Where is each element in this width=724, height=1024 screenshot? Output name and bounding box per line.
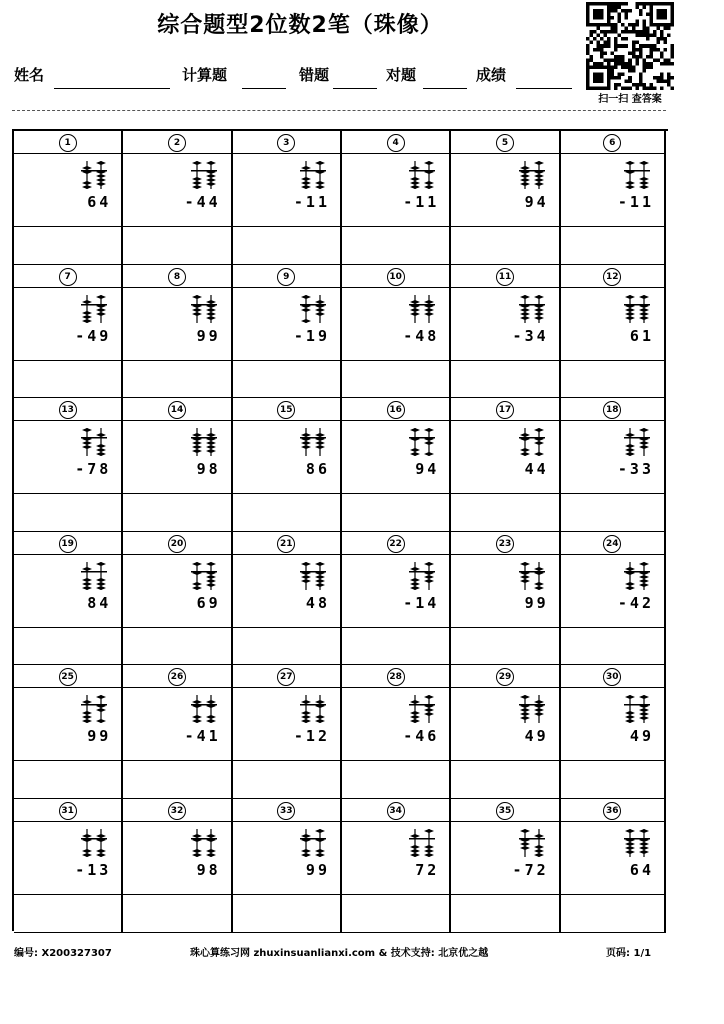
abacus-icon (401, 829, 441, 857)
problem-number-cell (123, 398, 232, 421)
problem-number-cell (561, 265, 666, 288)
abacus-icon (73, 829, 113, 857)
answer-box[interactable] (14, 628, 123, 666)
qr-caption: 扫一扫 查答案 (598, 94, 662, 105)
problem-cell (561, 154, 666, 227)
abacus-icon (401, 695, 441, 723)
abacus-icon (401, 428, 441, 456)
problem-cell (342, 154, 451, 227)
problem-number-cell (561, 398, 666, 421)
problem-number-cell (451, 665, 560, 688)
problem-number-cell (123, 265, 232, 288)
answer-box[interactable] (342, 761, 451, 799)
problem-number-cell (233, 532, 342, 555)
problem-number-cell (342, 799, 451, 822)
problem-number: 26 (168, 668, 186, 686)
answer-box[interactable] (14, 494, 123, 532)
abacus-icon (292, 161, 332, 189)
problem-cell (14, 154, 123, 227)
problem-number: 25 (59, 668, 77, 686)
problem-value: 99 (305, 861, 330, 879)
name-field[interactable] (54, 88, 170, 89)
abacus-icon (292, 295, 332, 323)
problem-number: 29 (496, 668, 514, 686)
problem-number-cell (14, 398, 123, 421)
problem-cell (342, 688, 451, 761)
wrong-field[interactable] (333, 88, 377, 89)
problem-number: 11 (496, 268, 514, 286)
problem-number: 3 (277, 134, 295, 152)
problem-value: -42 (617, 593, 654, 612)
answer-box[interactable] (233, 361, 342, 399)
problem-number-cell (342, 665, 451, 688)
problem-number-cell (561, 131, 666, 154)
problem-cell (342, 822, 451, 895)
abacus-icon (616, 295, 656, 323)
abacus-icon (616, 829, 656, 857)
problem-value: 72 (415, 861, 440, 879)
answer-box[interactable] (233, 761, 342, 799)
problem-cell (561, 288, 666, 361)
abacus-icon (511, 428, 551, 456)
answer-box[interactable] (561, 628, 666, 666)
problem-number: 28 (387, 668, 405, 686)
problem-number: 22 (387, 535, 405, 553)
calc-field[interactable] (242, 88, 286, 89)
problem-number: 15 (277, 401, 295, 419)
abacus-icon (401, 161, 441, 189)
problem-cell (342, 288, 451, 361)
calc-label: 计算题 (182, 66, 228, 84)
problem-cell (233, 822, 342, 895)
problem-number-cell (123, 131, 232, 154)
answer-box[interactable] (451, 628, 560, 666)
answer-box[interactable] (451, 761, 560, 799)
abacus-icon (292, 829, 332, 857)
problem-number-cell (233, 799, 342, 822)
student-info-row (14, 64, 584, 88)
problem-value: -41 (184, 727, 221, 746)
problem-cell (451, 688, 560, 761)
answer-box[interactable] (342, 494, 451, 532)
abacus-icon (616, 161, 656, 189)
right-label: 对题 (386, 66, 417, 84)
problem-value: -44 (184, 193, 221, 211)
answer-box[interactable] (14, 761, 123, 799)
answer-box[interactable] (233, 628, 342, 666)
problem-number-cell (451, 265, 560, 288)
problem-number: 12 (603, 268, 621, 286)
problem-cell (561, 688, 666, 761)
problem-number-cell (123, 665, 232, 688)
problem-number: 20 (168, 535, 186, 553)
answer-box[interactable] (342, 361, 451, 399)
problem-value: -11 (617, 193, 654, 211)
abacus-icon (73, 161, 113, 189)
answer-box[interactable] (342, 227, 451, 265)
problem-number: 27 (277, 668, 295, 686)
problem-value: 94 (415, 460, 440, 479)
problem-value: 99 (87, 727, 112, 746)
answer-box[interactable] (342, 895, 451, 933)
problem-value: -33 (617, 460, 654, 479)
abacus-icon (511, 161, 551, 189)
abacus-icon (511, 829, 551, 857)
problem-number: 5 (496, 134, 514, 152)
abacus-icon (183, 695, 223, 723)
answer-box[interactable] (561, 494, 666, 532)
problem-number: 17 (496, 401, 514, 419)
problem-number-cell (233, 398, 342, 421)
problem-value: -11 (293, 193, 330, 211)
problem-cell (451, 421, 560, 494)
answer-box[interactable] (233, 895, 342, 933)
problem-cell (451, 288, 560, 361)
problem-cell (123, 555, 232, 628)
answer-box[interactable] (561, 227, 666, 265)
problem-value: 84 (87, 593, 112, 612)
answer-box[interactable] (451, 227, 560, 265)
answer-box[interactable] (123, 895, 232, 933)
problem-cell (14, 822, 123, 895)
problem-number: 10 (387, 268, 405, 286)
problem-cell (342, 421, 451, 494)
problem-number: 16 (387, 401, 405, 419)
answer-box[interactable] (451, 494, 560, 532)
abacus-icon (511, 295, 551, 323)
problem-number: 4 (387, 134, 405, 152)
score-field[interactable] (516, 88, 572, 89)
problem-number: 32 (168, 802, 186, 820)
problem-cell (123, 288, 232, 361)
abacus-icon (292, 428, 332, 456)
answer-box[interactable] (123, 761, 232, 799)
problem-cell (233, 688, 342, 761)
problem-cell (14, 688, 123, 761)
problem-value: 64 (629, 861, 654, 879)
name-label: 姓名 (14, 66, 45, 84)
problem-value: 94 (524, 193, 549, 211)
problem-value: -13 (75, 861, 112, 879)
problem-number: 31 (59, 802, 77, 820)
problem-cell (451, 822, 560, 895)
problem-number: 8 (168, 268, 186, 286)
abacus-icon (511, 695, 551, 723)
problem-number-cell (123, 799, 232, 822)
problem-number-cell (561, 799, 666, 822)
problem-value: 99 (524, 593, 549, 612)
footer-page: 页码: 1/1 (606, 948, 652, 959)
problem-value: -11 (403, 193, 440, 211)
problem-value: 49 (629, 727, 654, 746)
problem-number-cell (342, 398, 451, 421)
problem-number: 14 (168, 401, 186, 419)
abacus-icon (292, 562, 332, 590)
answer-box[interactable] (123, 361, 232, 399)
problem-value: -34 (512, 326, 549, 345)
footer-site: 珠心算练习网 zhuxinsuanlianxi.com & 技术支持: 北京优之越 (190, 948, 489, 959)
problem-number-cell (342, 265, 451, 288)
problem-cell (561, 421, 666, 494)
problem-value: -78 (75, 460, 112, 479)
wrong-label: 错题 (299, 66, 330, 84)
problem-cell (123, 822, 232, 895)
answer-box[interactable] (233, 494, 342, 532)
abacus-icon (183, 161, 223, 189)
problem-value: 99 (196, 326, 221, 345)
problem-value: -72 (512, 861, 549, 879)
abacus-icon (616, 562, 656, 590)
answer-box[interactable] (451, 895, 560, 933)
answer-box[interactable] (233, 227, 342, 265)
problem-number-cell (451, 131, 560, 154)
problem-number-cell (123, 532, 232, 555)
problem-number-cell (233, 265, 342, 288)
abacus-icon (73, 695, 113, 723)
problem-cell (14, 555, 123, 628)
problem-value: 98 (196, 861, 221, 879)
problem-value: 69 (196, 593, 221, 612)
problem-number: 2 (168, 134, 186, 152)
problem-number: 21 (277, 535, 295, 553)
problem-number-cell (14, 131, 123, 154)
abacus-icon (511, 562, 551, 590)
problem-number-cell (451, 532, 560, 555)
problem-number-cell (14, 532, 123, 555)
problem-number-cell (561, 665, 666, 688)
problem-number: 36 (603, 802, 621, 820)
problem-number: 35 (496, 802, 514, 820)
problem-cell (123, 154, 232, 227)
problem-value: -46 (403, 727, 440, 746)
problem-value: 61 (629, 326, 654, 345)
problem-value: 49 (524, 727, 549, 746)
problem-number-cell (14, 665, 123, 688)
problem-number-cell (14, 799, 123, 822)
problem-number: 7 (59, 268, 77, 286)
problem-number: 9 (277, 268, 295, 286)
problem-value: 86 (305, 460, 330, 479)
problem-cell (14, 421, 123, 494)
problem-value: -12 (293, 727, 330, 746)
abacus-icon (73, 295, 113, 323)
problem-number: 13 (59, 401, 77, 419)
abacus-icon (616, 428, 656, 456)
problem-value: 64 (87, 193, 112, 211)
answer-box[interactable] (14, 227, 123, 265)
problem-cell (233, 555, 342, 628)
answer-box[interactable] (14, 895, 123, 933)
cut-line (12, 110, 666, 111)
answer-box[interactable] (123, 494, 232, 532)
problem-cell (123, 421, 232, 494)
problem-number-cell (233, 131, 342, 154)
problem-number-cell (233, 665, 342, 688)
answer-box[interactable] (451, 361, 560, 399)
problem-cell (561, 822, 666, 895)
problem-number-cell (342, 532, 451, 555)
problem-number: 30 (603, 668, 621, 686)
problem-number-cell (342, 131, 451, 154)
problem-number: 19 (59, 535, 77, 553)
problem-number: 1 (59, 134, 77, 152)
problem-number: 24 (603, 535, 621, 553)
problem-number: 33 (277, 802, 295, 820)
problem-value: -48 (403, 326, 440, 345)
problem-cell (561, 555, 666, 628)
problem-number-cell (451, 799, 560, 822)
abacus-icon (183, 829, 223, 857)
answer-box[interactable] (14, 361, 123, 399)
problem-value: -14 (403, 593, 440, 612)
problem-cell (14, 288, 123, 361)
answer-box[interactable] (561, 895, 666, 933)
answer-box[interactable] (123, 628, 232, 666)
problem-cell (451, 555, 560, 628)
problem-cell (233, 421, 342, 494)
page-title: 综合题型2位数2笔（珠像） (157, 13, 443, 38)
problem-number: 18 (603, 401, 621, 419)
problem-value: 48 (305, 593, 330, 612)
problem-grid (12, 129, 668, 931)
problem-cell (451, 154, 560, 227)
abacus-icon (616, 695, 656, 723)
answer-box[interactable] (561, 361, 666, 399)
problem-cell (123, 688, 232, 761)
problem-number: 6 (603, 134, 621, 152)
problem-number-cell (451, 398, 560, 421)
problem-number-cell (561, 532, 666, 555)
problem-number: 23 (496, 535, 514, 553)
problem-value: 98 (196, 460, 221, 479)
answer-box[interactable] (561, 761, 666, 799)
answer-box[interactable] (342, 628, 451, 666)
qr-code (586, 2, 674, 90)
abacus-icon (292, 695, 332, 723)
answer-box[interactable] (123, 227, 232, 265)
problem-number-cell (14, 265, 123, 288)
problem-value: 44 (524, 460, 549, 479)
problem-cell (233, 154, 342, 227)
problem-number: 34 (387, 802, 405, 820)
abacus-icon (73, 562, 113, 590)
right-field[interactable] (423, 88, 467, 89)
abacus-icon (183, 562, 223, 590)
problem-value: -49 (75, 326, 112, 345)
abacus-icon (183, 428, 223, 456)
footer-code: 编号: X200327307 (14, 948, 112, 959)
abacus-icon (401, 562, 441, 590)
score-label: 成绩 (476, 66, 507, 84)
problem-value: -19 (293, 326, 330, 345)
problem-cell (233, 288, 342, 361)
abacus-icon (73, 428, 113, 456)
problem-cell (342, 555, 451, 628)
abacus-icon (401, 295, 441, 323)
abacus-icon (183, 295, 223, 323)
